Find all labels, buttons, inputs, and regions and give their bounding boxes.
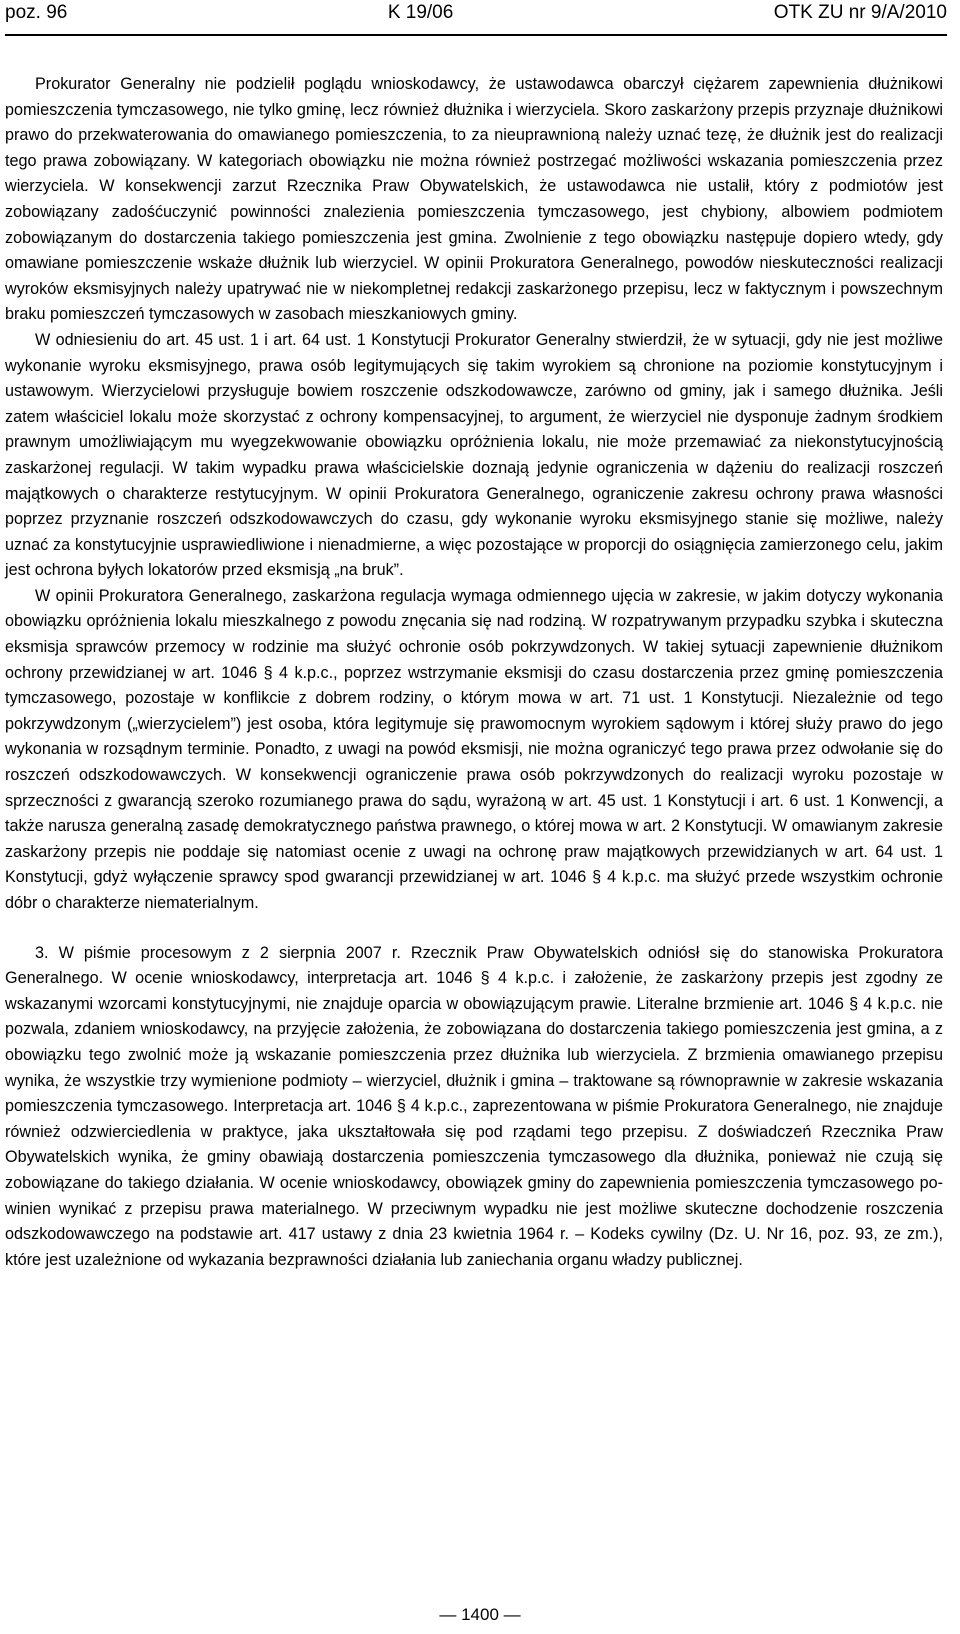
paragraph-1: Prokurator Generalny nie podzielił poglądu wnioskodawcy, że ustawodawca obarczył ciężarem zapewnienia dłużnikowi pomieszczenia tymczasowego, nie tylko gminę, lecz również dłużnika i wierzyciela. Skoro zaskarżony przepis przyznaje dłużnikowi prawo do przekwaterowania do omawianego pomieszczenia, to za nieuprawnioną należy uznać tezę, że dłużnik jest do realizacji tego prawa zobowiązany. W kategoriach obowiązku nie można również postrzegać możliwości wskazania pomieszczenia przez wierzyciela. W konsekwencji zarzut Rzecznika Praw Obywatelskich, że ustawodawca nie ustalił, który z podmiotów jest zobowiązany zadośćuczynić powinności znalezienia pomieszczenia tymczasowego, jest chybiony, albowiem podmiotem zobowiązanym do dostarczenia takiego pomieszczenia jest gmina. Zwolnienie z tego obowiązku następuje dopiero wtedy, gdy omawiane pomieszczenie wskaże dłużnik lub wierzyciel. W opinii Prokuratora Generalnego, powodów nieskuteczności realizacji wyroków eksmisyjnych należy upatrywać nie w niekompletnej redakcji zaskarżonego przepisu, lecz w faktycznym i powszechnym braku pomieszczeń tymczasowych w zasobach mieszkaniowych gminy. xyxy=(5,75,943,324)
paragraph-4-section-3: 3. W piśmie procesowym z 2 sierpnia 2007 r. Rzecznik Praw Obywatelskich odniósł się do stanowiska Prokuratora Generalnego. W ocenie wnioskodawcy, interpretacja art. 1046 § 4 k.p.c. i założenie, że zaskarżony przepis jest zgodny ze wskazanymi wzorcami konstytucyjnymi, nie znajduje oparcia w obowiązującym prawie. Literalne brzmienie art. 1046 § 4 k.p.c. nie pozwala, zdaniem wnioskodawcy, na przyjęcie założenia, że zobowiązana do dostarczenia takiego pomieszczenia jest gmina, a z obowiązku tego zwolnić może ją wskazanie pomieszczenia przez dłużnika lub wierzyciela. Z brzmienia omawianego przepisu wynika, że wszystkie trzy wymienione podmioty – wierzyciel, dłużnik i gmina – traktowane są równoprawnie w zakresie wskazania pomieszczenia tymczasowego. Interpretacja art. 1046 § 4 k.p.c., zaprezentowana w piśmie Prokuratora Generalnego, nie znajduje również odzwierciedlenia w praktyce, jaka ukształtowała się pod rządami tego przepisu. Z doświadczeń Rzecznika Praw Obywatelskich wynika, że gminy obawiają dostarczenia pomieszczenia tymczasowego dla dłużnika, ponieważ nie czują się zobowiązane do takiego działania. W ocenie wnioskodawcy, obowiązek gminy do zapewnienia pomieszczenia tymczasowego powinien wynikać z przepisu prawa materialnego. W przeciwnym wypadku nie jest możliwe skuteczne dochodzenie roszczenia odszkodowawczego na podstawie art. 417 ustawy z dnia 23 kwietnia 1964 r. – Kodeks cywilny (Dz. U. Nr 16, poz. 93, ze zm.), które jest uzależnione od wykazania bezprawności działania lub zaniechania organu władzy publicznej. xyxy=(5,943,943,1269)
header-position-number: poz. 96 xyxy=(5,2,68,23)
page-header xyxy=(5,0,947,34)
document-body xyxy=(5,72,943,1273)
header-journal-reference: OTK ZU nr 9/A/2010 xyxy=(773,2,947,23)
header-case-number: K 19/06 xyxy=(387,2,454,23)
header-rule xyxy=(5,34,947,36)
paragraph-3: W opinii Prokuratora Generalnego, zaskarżona regulacja wymaga odmiennego ujęcia w zakresie, w jakim dotyczy wykonania obowiązku opróżnienia lokalu mieszkalnego z powodu znęcania się nad rodziną. W rozpatrywanym przypadku szybka i skuteczna eksmisja sprawców przemocy w rodzinie ma służyć ochronie osób pokrzywdzonych. W takiej sytuacji zapewnienie dłużnikom ochrony przewidzianej w art. 1046 § 4 k.p.c., poprzez wstrzymanie eksmisji do czasu dostarczenia przez gminę pomieszczenia tymczasowego, pozostaje w konflikcie z dobrem rodziny, o którym mowa w art. 71 ust. 1 Konstytucji. Niezależnie od tego pokrzywdzonym („wierzycielem”) jest osoba, która legitymuje się prawomocnym wyrokiem sądowym i której służy prawo do jego wykonania w rozsądnym terminie. Ponadto, z uwagi na powód eksmisji, nie można ograniczyć tego prawa przez odwołanie się do roszczeń odszkodowawczych. W konsekwencji ograniczenie prawa osób pokrzywdzonych do realizacji wyroku pozostaje w sprzeczności z gwarancją szeroko rozumianego prawa do sądu, wyrażoną w art. 45 ust. 1 Konstytucji i art. 6 ust. 1 Konwencji, a także narusza generalną zasadę demokratycznego państwa prawnego, o której mowa w art. 2 Konstytucji. W omawianym zakresie zaskarżony przepis nie poddaje się natomiast ocenie z uwagi na ochronę praw majątkowych przewidzianych w art. 64 ust. 1 Konstytucji, gdyż wyłączenie sprawcy spod gwarancji przewidzianej w art. 1046 § 4 k.p.c. ma służyć przede wszystkim ochronie dóbr o charakterze niematerialnym. xyxy=(5,586,943,912)
page-number: — 1400 — xyxy=(439,1605,521,1624)
paragraph-2: W odniesieniu do art. 45 ust. 1 i art. 64 ust. 1 Konstytucji Prokurator Generalny stwierdził, że w sytuacji, gdy nie jest możliwe wykonanie wyroku eksmisyjnego, prawa osób legitymujących się takim wyrokiem są chronione na poziomie konstytucyjnym i ustawowym. Wierzycielowi przysługuje bowiem roszczenie odszkodowawcze, zarówno od gminy, jak i samego dłużnika. Jeśli zatem właściciel lokalu może skorzystać z ochrony kompensacyjnej, to argument, że wierzyciel nie dysponuje żadnym środkiem prawnym umożliwiającym mu wyegzekwowanie obowiązku opróżnienia lokalu, nie może przemawiać za niekonstytucyjnością zaskarżonej regulacji. W takim wypadku prawa właścicielskie doznają jedynie ograniczenia w dążeniu do realizacji roszczeń majątkowych o charakterze restytucyjnym. W opinii Prokuratora Generalnego, ograniczenie zakresu ochrony prawa własności poprzez przyznanie roszczeń odszkodowawczych do czasu, gdy wykonanie wyroku eksmisyjnego stanie się możliwe, należy uznać za konstytucyjnie usprawiedliwione i nienadmierne, a więc pozostające w proporcji do osiągnięcia zamierzonego celu, jakim jest ochrona byłych lokatorów przed eksmisją „na bruk”. xyxy=(5,330,943,580)
